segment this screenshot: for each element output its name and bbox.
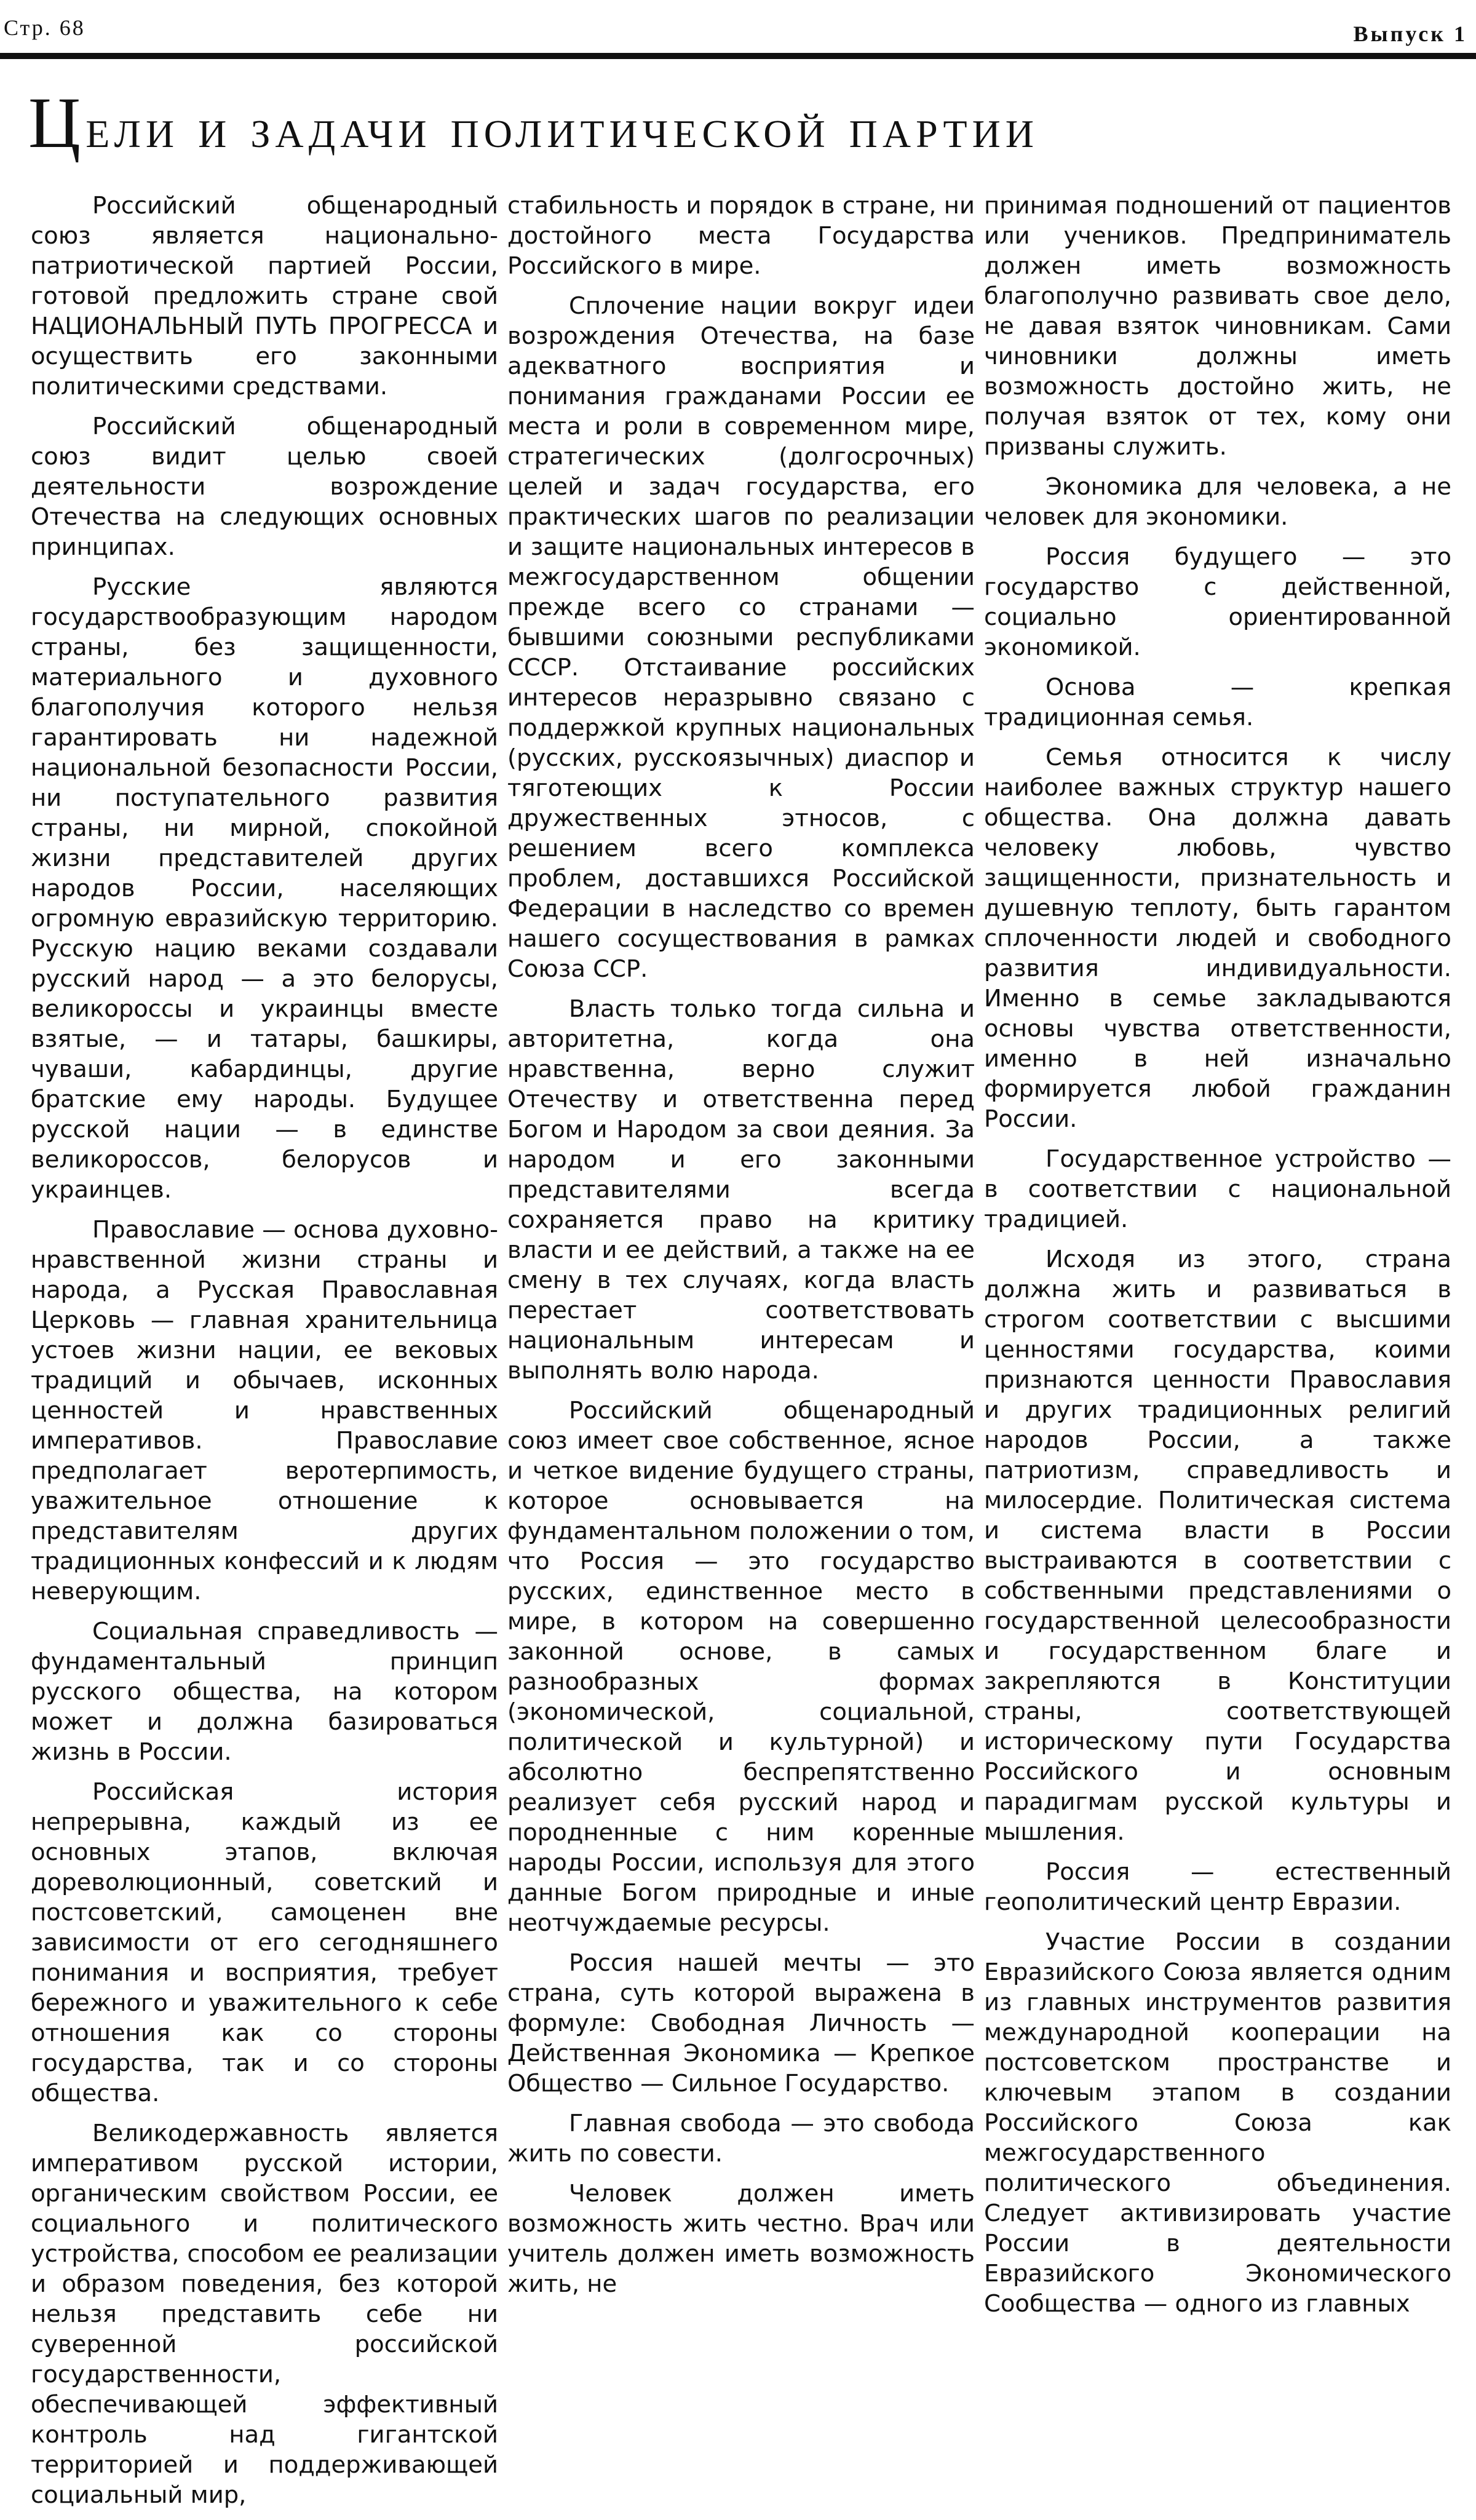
page-number: Стр. 68 xyxy=(4,15,85,40)
paragraph: Экономика для человека, а не человек для экономики. xyxy=(984,473,1451,531)
paragraph: Исходя из этого, страна должна жить и развиваться в строгом соответствии с высшими ценностями государства, коими признаются ценности Православия и других традиционных религий народов России, а также патриотизм, справедливость и милосердие. Политическая система и система власти в России выстраиваются в соответствии с собственными представлениями о государственной целесообразности и государственном благе и закрепляются в Конституции страны, соответствующей историческому пути Государства Российского и основным парадигмам русской культуры и мышления. xyxy=(984,1246,1451,1846)
paragraph: Человек должен иметь возможность жить честно. Врач или учитель должен иметь возможность жить, не xyxy=(507,2180,975,2298)
paragraph: Русские являются государствообразующим народом страны, без защищенности, материального и духовного благополучия которого нельзя гарантировать ни надежной национальной безопасности России, ни поступательного развития страны, ни мирной, спокойной жизни представителей других народов России, населяющих огромную евразийскую территорию. Русскую нацию веками создавали русский народ — а это белорусы, великороссы и украинцы вместе взятые, — и татары, башкиры, чуваши, кабардинцы, другие братские ему народы. Будущее русской нации — в единстве великороссов, белорусов и украинцев. xyxy=(31,573,498,1204)
paragraph: Российская история непрерывна, каждый из ее основных этапов, включая дореволюционный, советский и постсоветский, самоценен вне зависимости от его сегодняшнего понимания и восприятия, требует бережного и уважительного к себе отношения как со стороны государства, так и со стороны общества. xyxy=(31,1778,498,2107)
paragraph: Участие России в создании Евразийского Союза является одним из главных инструментов развития международной кооперации на постсоветском пространстве и ключевым этапом в создании Российского Союза как межгосударственного политического объединения. Следует активизировать участие России в деятельности Евразийского Экономического Сообщества — одного из главных xyxy=(984,1928,1451,2318)
paragraph: Российский общенародный союз видит целью своей деятельности возрождение Отечества на следующих основных принципах. xyxy=(31,413,498,561)
column-3 xyxy=(984,191,1451,2520)
paragraph: Россия — естественный геополитический центр Евразии. xyxy=(984,1858,1451,1916)
paragraph-continued: принимая подношений от пациентов или учеников. Предприниматель должен иметь возможность благополучно развивать свое дело, не давая взяток чиновникам. Сами чиновники должны иметь возможность достойно жить, не получая взяток от тех, кому они призваны служить. xyxy=(984,192,1451,461)
paragraph: Сплочение нации вокруг идеи возрождения Отечества, на базе адекватного восприятия и понимания гражданами России ее места и роли в современном мире, стратегических (долгосрочных) целей и задач государства, его практических шагов по реализации и защите национальных интересов в межгосударственном общении прежде всего со странами — бывшими союзными республиками СССР. Отстаивание российских интересов неразрывно связано с поддержкой крупных национальных (русских, русскоязычных) диаспор и тяготеющих к России дружественных этносов, с решением всего комплекса проблем, доставшихся Российской Федерации в наследство со времен нашего сосуществования в рамках Союза ССР. xyxy=(507,292,975,983)
paragraph: Семья относится к числу наиболее важных структур нашего общества. Она должна давать человеку любовь, чувство защищенности, признательность и душевную теплоту, быть гарантом сплоченности людей и свободного развития индивидуальности. Именно в семье закладываются основы чувства ответственности, именно в ней изначально формируется любой гражданин России. xyxy=(984,744,1451,1133)
title-text: ели и задачи политической партии xyxy=(85,97,1039,159)
paragraph: Социальная справедливость — фундаментальный принцип русского общества, на котором может и должна базироваться жизнь в России. xyxy=(31,1618,498,1766)
page-header xyxy=(0,0,1476,59)
paragraph: Основа — крепкая традиционная семья. xyxy=(984,674,1451,731)
paragraph: Государственное устройство — в соответствии с национальной традицией. xyxy=(984,1145,1451,1233)
paragraph: Власть только тогда сильна и авторитетна, когда она нравственна, верно служит Отечеству и ответственна перед Богом и Народом за свои деяния. За народом и его законными представителями всегда сохраняется право на критику власти и ее действий, а также на ее смену в тех случаях, когда власть перестает соответствовать национальным интересам и выполнять волю народа. xyxy=(507,995,975,1385)
header-rule xyxy=(0,53,1476,59)
issue-label: Выпуск 1 xyxy=(1353,22,1467,46)
column-1 xyxy=(31,191,498,2520)
column-2 xyxy=(507,191,975,2520)
article-title xyxy=(28,82,1461,165)
paragraph-continued: стабильность и порядок в стране, ни достойного места Государства Российского в мире. xyxy=(507,192,975,280)
paragraph: Россия будущего — это государство с действенной, социально ориентированной экономикой. xyxy=(984,543,1451,661)
paragraph: Великодержавность является императивом русской истории, органическим свойством России, ее социального и политического устройства, способом ее реализации и образом поведения, без которой нельзя представить себе ни суверенной российской государственности, обеспечивающей эффективный контроль над гигантской территорией и поддерживающей социальный мир, xyxy=(31,2120,498,2509)
paragraph: Российский общенародный союз имеет свое собственное, ясное и четкое видение будущего страны, которое основывается на фундаментальном положении о том, что Россия — это государство русских, единственное место в мире, в котором на совершенно законной основе, в самых разнообразных формах (экономической, социальной, политической и культурной) и абсолютно беспрепятственно реализует себя русский народ и породненные с ним коренные народы России, используя для этого данные Богом природные и иные неотчуждаемые ресурсы. xyxy=(507,1397,975,1937)
article-body xyxy=(31,191,1451,2509)
paragraph: Российский общенародный союз является национально-патриотической партией России, готовой предложить стране свой НАЦИОНАЛЬНЫЙ ПУТЬ ПРОГРЕССА и осуществить его законными политическими средствами. xyxy=(31,192,498,400)
paragraph: Православие — основа духовно-нравственной жизни страны и народа, а Русская Православная Церковь — главная хранительница устоев жизни нации, ее вековых традиций и обычаев, исконных ценностей и нравственных императивов. Православие предполагает веротерпимость, уважительное отношение к представителям других традиционных конфессий и к людям неверующим. xyxy=(31,1216,498,1605)
paragraph: Россия нашей мечты — это страна, суть которой выражена в формуле: Свободная Личность — Действенная Экономика — Крепкое Общество — Сильное Государство. xyxy=(507,1949,975,2097)
title-initial: Ц xyxy=(28,82,86,163)
paragraph: Главная свобода — это свобода жить по совести. xyxy=(507,2110,975,2168)
